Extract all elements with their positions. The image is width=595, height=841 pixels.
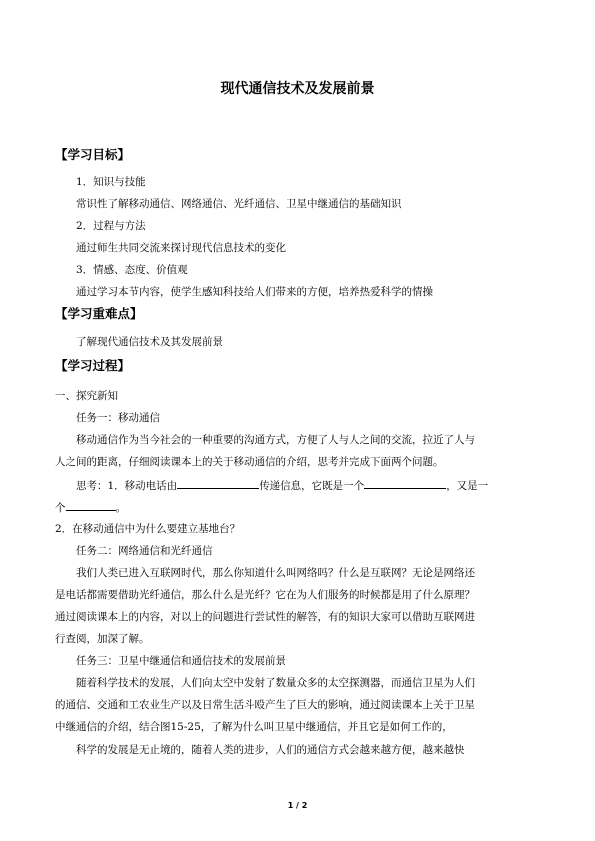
objectives-heading: 【学习目标】 (55, 147, 131, 162)
task-3-line-4: 科学的发展是无止境的，随着人类的进步，人们的通信方式会越来越方便，越来越快 (76, 744, 465, 756)
key-points-heading: 【学习重难点】 (55, 306, 143, 321)
objective-3-title: 3．情感、态度、价值观 (76, 264, 188, 276)
fill-blank-1[interactable] (177, 478, 259, 489)
task-1-paragraph-line-2: 人之间的距离，仔细阅读课本上的关于移动通信的介绍，思考并完成下面两个问题。 (55, 456, 444, 468)
think-text-b: 传递信息，它既是一个 (259, 480, 365, 492)
objective-3-text: 通过学习本节内容，使学生感知科技给人们带来的方便，培养热爱科学的情操 (76, 286, 433, 298)
fill-blank-3[interactable] (66, 500, 116, 511)
objective-1-title: 1．知识与技能 (76, 176, 146, 188)
objective-1-text: 常识性了解移动通信、网络通信、光纤通信、卫星中继通信的基础知识 (76, 198, 402, 210)
process-heading: 【学习过程】 (55, 358, 131, 373)
task-1-paragraph-line-1: 移动通信作为当今社会的一种重要的沟通方式，方便了人与人之间的交流，拉近了人与 (76, 434, 475, 446)
task-2-line-1: 我们人类已进入互联网时代，那么你知道什么叫网络吗？什么是互联网？无论是网络还 (76, 567, 475, 579)
fill-blank-2[interactable] (364, 478, 446, 489)
page-number: 1 / 2 (287, 801, 308, 810)
question-2: 2．在移动通信中为什么要建立基地台？ (55, 523, 241, 535)
objective-2-title: 2．过程与方法 (76, 220, 146, 232)
key-points-text: 了解现代通信技术及其发展前景 (76, 336, 223, 348)
think-text-d: 个 (55, 502, 66, 514)
task-3-line-3: 中继通信的介绍，结合图15-25，了解为什么叫卫星中继通信，并且它是如何工作的， (55, 721, 453, 733)
think-question-line-1 (76, 478, 488, 493)
task-2-line-3: 通过阅读课本上的内容，对以上的问题进行尝试性的解答，有的知识大家可以借助互联网进 (55, 611, 475, 623)
task-2-heading: 任务二：网络通信和光纤通信 (76, 545, 213, 557)
think-text-c: ，又是一 (446, 480, 489, 492)
task-3-heading: 任务三：卫星中继通信和通信技术的发展前景 (76, 655, 286, 667)
think-text-e: 。 (115, 502, 126, 514)
think-text-a: 思考：1．移动电话由 (76, 480, 178, 492)
document-title: 现代通信技术及发展前景 (220, 81, 375, 97)
task-1-heading: 任务一：移动通信 (76, 412, 160, 424)
section-1-heading: 一、探究新知 (55, 390, 118, 402)
think-question-line-2 (55, 500, 126, 515)
task-2-line-4: 行查阅，加深了解。 (55, 633, 150, 645)
task-2-line-2: 是电话都需要借助光纤通信，那么什么是光纤？它在为人们服务的时候都是用了什么原理？ (55, 589, 475, 601)
objective-2-text: 通过师生共同交流来探讨现代信息技术的变化 (76, 242, 286, 254)
task-3-line-2: 的通信、交通和工农业生产以及日常生活斗殴产生了巨大的影响，通过阅读课本上关于卫星 (55, 699, 475, 711)
task-3-line-1: 随着科学技术的发展，人们向太空中发射了数量众多的太空探测器，而通信卫星为人们 (76, 677, 475, 689)
